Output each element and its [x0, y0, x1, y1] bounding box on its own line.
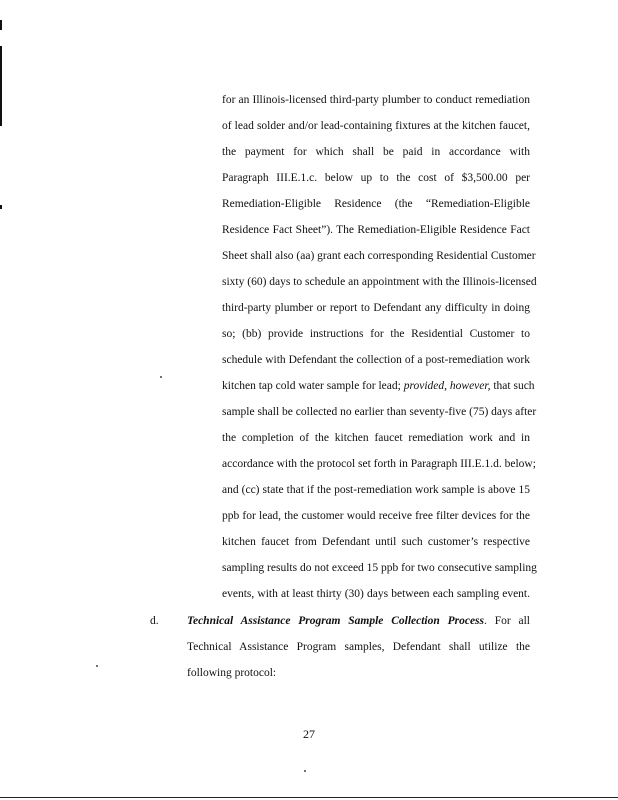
- item-heading: Technical Assistance Program Sample Collection Process: [187, 615, 484, 627]
- body-text-line: sampling results do not exceed 15 ppb for two consecutive sampling: [222, 562, 537, 574]
- bottom-rule: [0, 797, 618, 798]
- body-text-line: kitchen faucet from Defendant until such customer’s respective: [222, 536, 530, 548]
- body-text-line: the completion of the kitchen faucet remediation work and in: [222, 432, 530, 444]
- scan-margin-mark: [0, 20, 2, 30]
- body-text-line: Remediation-Eligible Residence (the “Remediation-Eligible: [222, 198, 530, 210]
- line-text: kitchen tap cold water sample for lead;: [222, 380, 404, 392]
- body-text-line: schedule with Defendant the collection of a post-remediation work: [222, 354, 530, 366]
- body-text-line: the payment for which shall be paid in accordance with: [222, 146, 530, 158]
- body-text-line: Residence Fact Sheet”). The Remediation-Eligible Residence Fact: [222, 224, 530, 236]
- proviso-italic: provided, however,: [403, 380, 491, 392]
- body-text-line: sample shall be collected no earlier than seventy-five (75) days after: [222, 406, 537, 418]
- body-text-line: following protocol:: [187, 667, 277, 679]
- body-text-line: Sheet shall also (aa) grant each corresponding Residential Customer: [222, 250, 536, 262]
- page-number: 27: [303, 727, 315, 741]
- body-text-line: sixty (60) days to schedule an appointment with the Illinois-licensed: [222, 276, 537, 288]
- body-text-line: so; (bb) provide instructions for the Residential Customer to: [222, 328, 530, 340]
- scan-margin-mark: [0, 205, 2, 209]
- body-text-line: Paragraph III.E.1.c. below up to the cost of $3,500.00 per: [222, 172, 530, 184]
- scan-speck: [160, 376, 162, 378]
- body-text-line: accordance with the protocol set forth in Paragraph III.E.1.d. below;: [222, 458, 536, 470]
- body-text-line: of lead solder and/or lead-containing fixtures at the kitchen faucet,: [222, 120, 530, 132]
- scan-speck: [96, 665, 98, 667]
- scan-speck: [304, 770, 306, 772]
- item-label: d.: [150, 615, 159, 627]
- body-text-line: [222, 379, 535, 393]
- body-text-line: events, with at least thirty (30) days between each sampling event.: [222, 588, 530, 600]
- line-text: . For all: [484, 615, 530, 627]
- scan-margin-mark: [0, 46, 2, 126]
- body-text-line: for an Illinois-licensed third-party plumber to conduct remediation: [222, 94, 530, 106]
- body-text-line: ppb for lead, the customer would receive free filter devices for the: [222, 510, 530, 522]
- item-d-first-line: [187, 614, 530, 628]
- body-text-line: third-party plumber or report to Defendant any difficulty in doing: [222, 302, 530, 314]
- line-text: that such: [490, 380, 535, 392]
- body-text-line: and (cc) state that if the post-remediation work sample is above 15: [222, 484, 530, 496]
- body-text-line: Technical Assistance Program samples, Defendant shall utilize the: [187, 641, 530, 653]
